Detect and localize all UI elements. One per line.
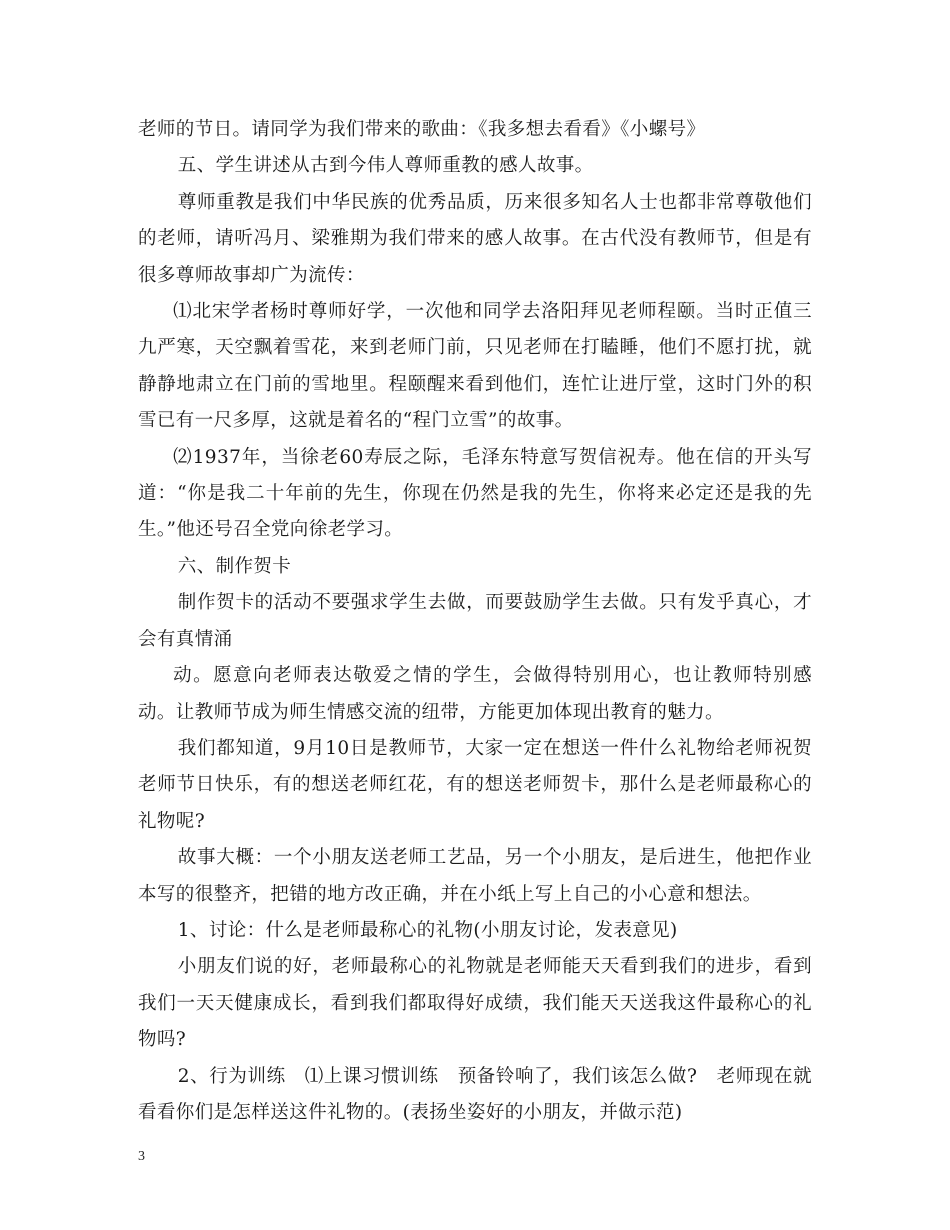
behavior-training-item-2: 2、行为训练 ⑴上课习惯训练 预备铃响了，我们该怎么做? 老师现在就看看你们是怎样送这件礼物的。(表扬坐姿好的小朋友，并做示范)	[138, 1065, 812, 1123]
paragraph-continuation: 老师的节日。请同学为我们带来的歌曲：《我多想去看看》《小螺号》	[138, 119, 706, 140]
paragraph-teachers-day: 我们都知道，9月10日是教师节，大家一定在想送一件什么礼物给老师祝贺老师节日快乐，有的想送老师红花，有的想送老师贺卡，那什么是老师最称心的礼物呢?	[138, 737, 812, 832]
section-heading-five: 五、学生讲述从古到今伟人尊师重教的感人故事。	[177, 155, 594, 177]
section-heading-six: 六、制作贺卡	[177, 555, 292, 577]
paragraph-greeting-card-continued: 动。愿意向老师表达敬爱之情的学生，会做得特别用心，也让教师特别感动。让教师节成为师生情感交流的纽带，方能更加体现出教育的魅力。	[138, 665, 812, 723]
story-item-1: ⑴北宋学者杨时尊师好学，一次他和同学去洛阳拜见老师程颐。当时正值三九严寒，天空飘着雪花，来到老师门前，只见老师在打瞌睡，他们不愿打扰，就静静地肃立在门前的雪地里。程颐醒来看到他们，连忙让进厅堂，这时门外的积雪已有一尺多厚，这就是着名的“程门立雪”的故事。	[138, 301, 812, 432]
story-item-2: ⑵1937年，当徐老60寿辰之际，毛泽东特意写贺信祝寿。他在信的开头写道：“你是我二十年前的先生，你现在仍然是我的先生，你将来必定还是我的先生。”他还号召全党向徐老学习。	[138, 446, 812, 541]
discussion-item-1: 1、讨论：什么是老师最称心的礼物(小朋友讨论，发表意见)	[177, 919, 678, 941]
paragraph-best-gift: 小朋友们说的好，老师最称心的礼物就是老师能天天看到我们的进步，看到我们一天天健康成长，看到我们都取得好成绩，我们能天天送我这件最称心的礼物吗?	[138, 956, 812, 1051]
paragraph-story-summary: 故事大概：一个小朋友送老师工艺品，另一个小朋友，是后进生，他把作业本写的很整齐，把错的地方改正确，并在小纸上写上自己的小心意和想法。	[138, 847, 812, 905]
page-number: 3	[138, 1149, 145, 1164]
document-body	[138, 112, 812, 1131]
paragraph-intro-stories: 尊师重教是我们中华民族的优秀品质，历来很多知名人士也都非常尊敬他们的老师，请听冯月、梁雅期为我们带来的感人故事。在古代没有教师节，但是有很多尊师故事却广为流传：	[138, 191, 812, 286]
paragraph-greeting-card: 制作贺卡的活动不要强求学生去做，而要鼓励学生去做。只有发乎真心，才会有真情涌	[138, 592, 812, 650]
